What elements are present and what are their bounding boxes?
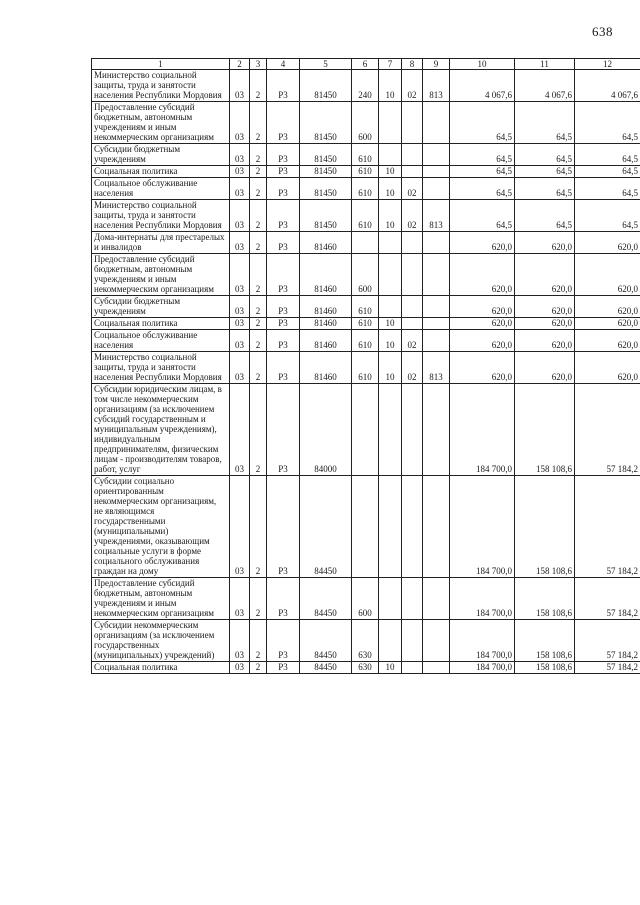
code-3-cell: 2 bbox=[250, 330, 267, 352]
code-5-cell: 84450 bbox=[300, 620, 352, 662]
row-name-cell: Дома-интернаты для престарелых и инвалидов bbox=[92, 232, 230, 254]
code-7-cell bbox=[379, 384, 402, 476]
code-8-cell bbox=[402, 384, 423, 476]
code-3-cell: 2 bbox=[250, 178, 267, 200]
amount-10-cell: 184 700,0 bbox=[450, 620, 515, 662]
code-7-cell: 10 bbox=[379, 178, 402, 200]
code-7-cell: 10 bbox=[379, 330, 402, 352]
row-name-cell: Субсидии бюджетным учреждениям bbox=[92, 296, 230, 318]
column-header: 11 bbox=[515, 59, 575, 70]
table-row bbox=[92, 476, 640, 578]
column-header: 12 bbox=[575, 59, 640, 70]
code-4-cell: Р3 bbox=[267, 232, 300, 254]
code-9-cell bbox=[423, 144, 450, 166]
code-2-cell: 03 bbox=[230, 318, 250, 330]
amount-11-cell: 620,0 bbox=[515, 318, 575, 330]
code-9-cell bbox=[423, 662, 450, 674]
amount-11-cell: 64,5 bbox=[515, 144, 575, 166]
code-9-cell bbox=[423, 254, 450, 296]
code-6-cell: 630 bbox=[352, 620, 379, 662]
code-5-cell: 84450 bbox=[300, 662, 352, 674]
amount-12-cell: 620,0 bbox=[575, 232, 640, 254]
amount-11-cell: 64,5 bbox=[515, 178, 575, 200]
code-4-cell: Р3 bbox=[267, 200, 300, 232]
column-header: 3 bbox=[250, 59, 267, 70]
code-6-cell: 240 bbox=[352, 70, 379, 102]
code-6-cell: 600 bbox=[352, 254, 379, 296]
code-5-cell: 84450 bbox=[300, 476, 352, 578]
amount-10-cell: 184 700,0 bbox=[450, 476, 515, 578]
amount-12-cell: 64,5 bbox=[575, 178, 640, 200]
code-2-cell: 03 bbox=[230, 352, 250, 384]
code-8-cell: 02 bbox=[402, 200, 423, 232]
code-7-cell: 10 bbox=[379, 166, 402, 178]
amount-12-cell: 57 184,2 bbox=[575, 620, 640, 662]
row-name-cell: Субсидии социально ориентированным некоммерческим организациям, не являющимся государственными (муниципальными) учреждениями, оказывающим социальные услуги в форме социального обслуживания граждан на дому bbox=[92, 476, 230, 578]
code-9-cell bbox=[423, 102, 450, 144]
row-name-cell: Предоставление субсидий бюджетным, автономным учреждениям и иным некоммерческим организациям bbox=[92, 254, 230, 296]
amount-10-cell: 620,0 bbox=[450, 254, 515, 296]
table-row bbox=[92, 102, 640, 144]
code-5-cell: 81450 bbox=[300, 70, 352, 102]
column-header: 4 bbox=[267, 59, 300, 70]
amount-11-cell: 4 067,6 bbox=[515, 70, 575, 102]
code-3-cell: 2 bbox=[250, 384, 267, 476]
code-4-cell: Р3 bbox=[267, 578, 300, 620]
code-4-cell: Р3 bbox=[267, 384, 300, 476]
code-8-cell bbox=[402, 144, 423, 166]
row-name-cell: Предоставление субсидий бюджетным, автономным учреждениям и иным некоммерческим организациям bbox=[92, 578, 230, 620]
code-4-cell: Р3 bbox=[267, 318, 300, 330]
row-name-cell: Социальная политика bbox=[92, 166, 230, 178]
row-name-cell: Социальное обслуживание населения bbox=[92, 330, 230, 352]
amount-11-cell: 158 108,6 bbox=[515, 384, 575, 476]
code-8-cell: 02 bbox=[402, 178, 423, 200]
table-row bbox=[92, 166, 640, 178]
code-9-cell: 813 bbox=[423, 200, 450, 232]
code-2-cell: 03 bbox=[230, 254, 250, 296]
code-2-cell: 03 bbox=[230, 144, 250, 166]
amount-11-cell: 158 108,6 bbox=[515, 620, 575, 662]
code-2-cell: 03 bbox=[230, 330, 250, 352]
code-5-cell: 81450 bbox=[300, 166, 352, 178]
code-9-cell bbox=[423, 476, 450, 578]
code-2-cell: 03 bbox=[230, 232, 250, 254]
code-4-cell: Р3 bbox=[267, 166, 300, 178]
code-6-cell: 610 bbox=[352, 296, 379, 318]
amount-10-cell: 184 700,0 bbox=[450, 578, 515, 620]
code-3-cell: 2 bbox=[250, 166, 267, 178]
code-9-cell bbox=[423, 578, 450, 620]
table-row bbox=[92, 232, 640, 254]
code-8-cell bbox=[402, 318, 423, 330]
column-header: 10 bbox=[450, 59, 515, 70]
amount-10-cell: 64,5 bbox=[450, 178, 515, 200]
row-name-cell: Субсидии бюджетным учреждениям bbox=[92, 144, 230, 166]
code-3-cell: 2 bbox=[250, 70, 267, 102]
code-5-cell: 81460 bbox=[300, 296, 352, 318]
code-6-cell bbox=[352, 384, 379, 476]
code-4-cell: Р3 bbox=[267, 70, 300, 102]
code-8-cell: 02 bbox=[402, 70, 423, 102]
code-7-cell: 10 bbox=[379, 70, 402, 102]
amount-11-cell: 158 108,6 bbox=[515, 662, 575, 674]
code-3-cell: 2 bbox=[250, 102, 267, 144]
code-8-cell bbox=[402, 296, 423, 318]
amount-12-cell: 57 184,2 bbox=[575, 384, 640, 476]
code-2-cell: 03 bbox=[230, 662, 250, 674]
code-3-cell: 2 bbox=[250, 352, 267, 384]
amount-10-cell: 620,0 bbox=[450, 318, 515, 330]
code-6-cell: 610 bbox=[352, 200, 379, 232]
code-3-cell: 2 bbox=[250, 620, 267, 662]
column-header: 7 bbox=[379, 59, 402, 70]
code-3-cell: 2 bbox=[250, 296, 267, 318]
column-header: 6 bbox=[352, 59, 379, 70]
code-8-cell bbox=[402, 232, 423, 254]
code-9-cell: 813 bbox=[423, 352, 450, 384]
amount-12-cell: 620,0 bbox=[575, 352, 640, 384]
amount-12-cell: 64,5 bbox=[575, 102, 640, 144]
amount-11-cell: 620,0 bbox=[515, 330, 575, 352]
page-number: 638 bbox=[592, 24, 613, 39]
code-2-cell: 03 bbox=[230, 166, 250, 178]
amount-10-cell: 620,0 bbox=[450, 330, 515, 352]
amount-11-cell: 64,5 bbox=[515, 166, 575, 178]
code-2-cell: 03 bbox=[230, 70, 250, 102]
amount-10-cell: 184 700,0 bbox=[450, 662, 515, 674]
code-2-cell: 03 bbox=[230, 384, 250, 476]
code-6-cell bbox=[352, 476, 379, 578]
code-9-cell bbox=[423, 318, 450, 330]
code-9-cell bbox=[423, 178, 450, 200]
table-row bbox=[92, 318, 640, 330]
amount-10-cell: 620,0 bbox=[450, 352, 515, 384]
code-2-cell: 03 bbox=[230, 102, 250, 144]
code-2-cell: 03 bbox=[230, 578, 250, 620]
code-2-cell: 03 bbox=[230, 200, 250, 232]
code-8-cell bbox=[402, 254, 423, 296]
code-7-cell: 10 bbox=[379, 318, 402, 330]
column-header: 8 bbox=[402, 59, 423, 70]
row-name-cell: Социальное обслуживание населения bbox=[92, 178, 230, 200]
code-8-cell bbox=[402, 662, 423, 674]
amount-12-cell: 57 184,2 bbox=[575, 476, 640, 578]
code-7-cell: 10 bbox=[379, 662, 402, 674]
amount-12-cell: 620,0 bbox=[575, 296, 640, 318]
row-name-cell: Предоставление субсидий бюджетным, автономным учреждениям и иным некоммерческим организациям bbox=[92, 102, 230, 144]
code-3-cell: 2 bbox=[250, 476, 267, 578]
code-6-cell: 600 bbox=[352, 578, 379, 620]
code-3-cell: 2 bbox=[250, 662, 267, 674]
code-7-cell: 10 bbox=[379, 200, 402, 232]
code-7-cell bbox=[379, 102, 402, 144]
row-name-cell: Субсидии некоммерческим организациям (за исключением государственных (муниципальных) учреждений) bbox=[92, 620, 230, 662]
code-3-cell: 2 bbox=[250, 144, 267, 166]
amount-11-cell: 158 108,6 bbox=[515, 578, 575, 620]
table-row bbox=[92, 578, 640, 620]
code-6-cell: 610 bbox=[352, 318, 379, 330]
amount-11-cell: 620,0 bbox=[515, 254, 575, 296]
code-4-cell: Р3 bbox=[267, 102, 300, 144]
code-6-cell: 610 bbox=[352, 178, 379, 200]
table-row bbox=[92, 330, 640, 352]
code-7-cell bbox=[379, 476, 402, 578]
code-6-cell: 630 bbox=[352, 662, 379, 674]
amount-11-cell: 64,5 bbox=[515, 200, 575, 232]
table-row bbox=[92, 178, 640, 200]
amount-10-cell: 184 700,0 bbox=[450, 384, 515, 476]
code-4-cell: Р3 bbox=[267, 662, 300, 674]
code-6-cell: 610 bbox=[352, 166, 379, 178]
code-4-cell: Р3 bbox=[267, 178, 300, 200]
code-5-cell: 81460 bbox=[300, 352, 352, 384]
code-8-cell: 02 bbox=[402, 330, 423, 352]
code-2-cell: 03 bbox=[230, 178, 250, 200]
column-header: 5 bbox=[300, 59, 352, 70]
amount-11-cell: 64,5 bbox=[515, 102, 575, 144]
code-7-cell: 10 bbox=[379, 352, 402, 384]
code-3-cell: 2 bbox=[250, 318, 267, 330]
code-3-cell: 2 bbox=[250, 232, 267, 254]
code-7-cell bbox=[379, 232, 402, 254]
amount-12-cell: 4 067,6 bbox=[575, 70, 640, 102]
code-7-cell bbox=[379, 296, 402, 318]
code-5-cell: 84000 bbox=[300, 384, 352, 476]
code-9-cell bbox=[423, 166, 450, 178]
code-8-cell bbox=[402, 102, 423, 144]
amount-10-cell: 4 067,6 bbox=[450, 70, 515, 102]
code-9-cell bbox=[423, 330, 450, 352]
code-4-cell: Р3 bbox=[267, 254, 300, 296]
code-5-cell: 84450 bbox=[300, 578, 352, 620]
code-2-cell: 03 bbox=[230, 620, 250, 662]
code-7-cell bbox=[379, 620, 402, 662]
code-9-cell bbox=[423, 384, 450, 476]
code-4-cell: Р3 bbox=[267, 296, 300, 318]
amount-11-cell: 620,0 bbox=[515, 296, 575, 318]
amount-11-cell: 158 108,6 bbox=[515, 476, 575, 578]
code-2-cell: 03 bbox=[230, 476, 250, 578]
code-3-cell: 2 bbox=[250, 200, 267, 232]
code-6-cell: 610 bbox=[352, 352, 379, 384]
row-name-cell: Социальная политика bbox=[92, 318, 230, 330]
amount-12-cell: 64,5 bbox=[575, 144, 640, 166]
amount-10-cell: 64,5 bbox=[450, 102, 515, 144]
code-6-cell bbox=[352, 232, 379, 254]
header-row bbox=[92, 59, 640, 70]
code-5-cell: 81460 bbox=[300, 254, 352, 296]
code-7-cell bbox=[379, 144, 402, 166]
table-row bbox=[92, 144, 640, 166]
code-5-cell: 81460 bbox=[300, 232, 352, 254]
code-4-cell: Р3 bbox=[267, 330, 300, 352]
code-8-cell bbox=[402, 578, 423, 620]
row-name-cell: Министерство социальной защиты, труда и занятости населения Республики Мордовия bbox=[92, 70, 230, 102]
amount-12-cell: 620,0 bbox=[575, 254, 640, 296]
amount-12-cell: 57 184,2 bbox=[575, 662, 640, 674]
code-8-cell bbox=[402, 166, 423, 178]
amount-10-cell: 64,5 bbox=[450, 144, 515, 166]
amount-10-cell: 64,5 bbox=[450, 200, 515, 232]
table-row bbox=[92, 620, 640, 662]
row-name-cell: Субсидии юридическим лицам, в том числе некоммерческим организациям (за исключением субсидий государственным и муниципальным учреждениям), индивидуальным предпринимателям, физическим лицам - производителям товаров, работ, услуг bbox=[92, 384, 230, 476]
code-8-cell bbox=[402, 620, 423, 662]
table-row bbox=[92, 254, 640, 296]
code-8-cell: 02 bbox=[402, 352, 423, 384]
code-4-cell: Р3 bbox=[267, 476, 300, 578]
table-row bbox=[92, 200, 640, 232]
code-5-cell: 81450 bbox=[300, 200, 352, 232]
row-name-cell: Министерство социальной защиты, труда и занятости населения Республики Мордовия bbox=[92, 200, 230, 232]
code-4-cell: Р3 bbox=[267, 620, 300, 662]
code-5-cell: 81450 bbox=[300, 144, 352, 166]
amount-10-cell: 620,0 bbox=[450, 296, 515, 318]
code-5-cell: 81460 bbox=[300, 330, 352, 352]
row-name-cell: Министерство социальной защиты, труда и занятости населения Республики Мордовия bbox=[92, 352, 230, 384]
budget-table bbox=[91, 58, 640, 674]
amount-12-cell: 64,5 bbox=[575, 200, 640, 232]
amount-12-cell: 64,5 bbox=[575, 166, 640, 178]
code-9-cell bbox=[423, 620, 450, 662]
code-9-cell bbox=[423, 296, 450, 318]
code-3-cell: 2 bbox=[250, 578, 267, 620]
code-2-cell: 03 bbox=[230, 296, 250, 318]
code-7-cell bbox=[379, 578, 402, 620]
amount-12-cell: 620,0 bbox=[575, 330, 640, 352]
amount-12-cell: 620,0 bbox=[575, 318, 640, 330]
amount-10-cell: 620,0 bbox=[450, 232, 515, 254]
code-5-cell: 81450 bbox=[300, 102, 352, 144]
code-3-cell: 2 bbox=[250, 254, 267, 296]
code-9-cell: 813 bbox=[423, 70, 450, 102]
code-9-cell bbox=[423, 232, 450, 254]
column-header: 1 bbox=[92, 59, 230, 70]
table-row bbox=[92, 352, 640, 384]
amount-12-cell: 57 184,2 bbox=[575, 578, 640, 620]
table-row bbox=[92, 662, 640, 674]
amount-10-cell: 64,5 bbox=[450, 166, 515, 178]
amount-11-cell: 620,0 bbox=[515, 352, 575, 384]
table-row bbox=[92, 384, 640, 476]
row-name-cell: Социальная политика bbox=[92, 662, 230, 674]
amount-11-cell: 620,0 bbox=[515, 232, 575, 254]
code-5-cell: 81460 bbox=[300, 318, 352, 330]
column-header: 2 bbox=[230, 59, 250, 70]
code-6-cell: 600 bbox=[352, 102, 379, 144]
code-5-cell: 81450 bbox=[300, 178, 352, 200]
column-header: 9 bbox=[423, 59, 450, 70]
table-row bbox=[92, 296, 640, 318]
code-6-cell: 610 bbox=[352, 330, 379, 352]
code-6-cell: 610 bbox=[352, 144, 379, 166]
code-4-cell: Р3 bbox=[267, 144, 300, 166]
code-8-cell bbox=[402, 476, 423, 578]
table-row bbox=[92, 70, 640, 102]
code-7-cell bbox=[379, 254, 402, 296]
code-4-cell: Р3 bbox=[267, 352, 300, 384]
